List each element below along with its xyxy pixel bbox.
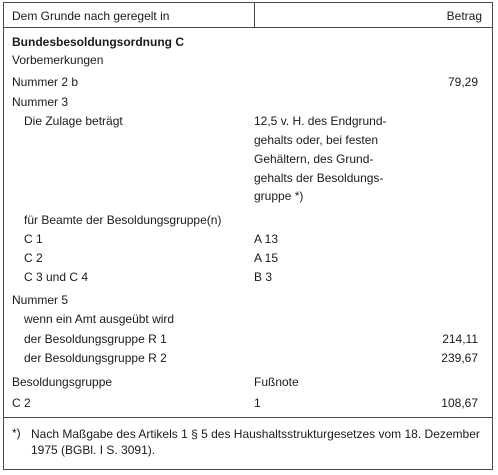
gruppe-left: C 1 bbox=[24, 232, 43, 246]
nummer-5-label: Nummer 5 bbox=[12, 293, 69, 307]
zulage-text-line: gruppe *) bbox=[254, 189, 304, 203]
r-gruppe-label: der Besoldungsgruppe R 1 bbox=[24, 332, 167, 346]
gruppe-right: B 3 bbox=[254, 270, 273, 284]
r-gruppe-amount: 239,67 bbox=[441, 351, 478, 365]
nummer-3-label: Nummer 3 bbox=[12, 95, 69, 109]
zulage-text-line: gehalts oder, bei festen bbox=[254, 133, 379, 147]
zulage-text-line: Gehältern, des Grund- bbox=[254, 152, 374, 166]
nummer-2b-label: Nummer 2 b bbox=[12, 75, 79, 89]
gruppe-left: C 3 und C 4 bbox=[24, 270, 89, 284]
gruppe-right: A 15 bbox=[254, 251, 279, 265]
header-divider bbox=[254, 3, 255, 27]
fussnote-label: Fußnote bbox=[254, 375, 299, 389]
nummer-5-intro: wenn ein Amt ausgeübt wird bbox=[24, 312, 175, 326]
besoldungsgruppe-value: C 2 bbox=[12, 396, 31, 410]
section-subtitle: Vorbemerkungen bbox=[12, 53, 104, 67]
footnote-marker: *) bbox=[12, 426, 21, 440]
gruppe-right: A 13 bbox=[254, 232, 279, 246]
header-separator bbox=[4, 27, 492, 28]
r-gruppe-amount: 214,11 bbox=[442, 332, 478, 346]
footnote-separator bbox=[4, 417, 492, 418]
zulage-label: Die Zulage beträgt bbox=[24, 114, 123, 128]
zulage-text-line: gehalts der Besoldungs- bbox=[254, 171, 384, 185]
beamte-label: für Beamte der Besoldungsgruppe(n) bbox=[24, 213, 222, 227]
gruppe-left: C 2 bbox=[24, 251, 43, 265]
nummer-2b-amount: 79,29 bbox=[447, 75, 478, 89]
header-col-left: Dem Grunde nach geregelt in bbox=[12, 9, 170, 23]
header-col-right: Betrag bbox=[446, 9, 482, 23]
zulage-text-line: 12,5 v. H. des Endgrund- bbox=[254, 114, 387, 128]
besoldungsgruppe-amount: 108,67 bbox=[441, 396, 478, 410]
footnote-text: Nach Maßgabe des Artikels 1 § 5 des Haushaltsstrukturgesetzes vom 18. Dezember 1975 (BGBl. I S. 3091). bbox=[31, 427, 480, 457]
section-title: Bundesbesoldungsordnung C bbox=[12, 35, 184, 49]
r-gruppe-label: der Besoldungsgruppe R 2 bbox=[24, 351, 167, 365]
fussnote-value: 1 bbox=[254, 396, 261, 410]
besoldungsgruppe-label: Besoldungsgruppe bbox=[12, 375, 113, 389]
document-table bbox=[3, 2, 493, 470]
